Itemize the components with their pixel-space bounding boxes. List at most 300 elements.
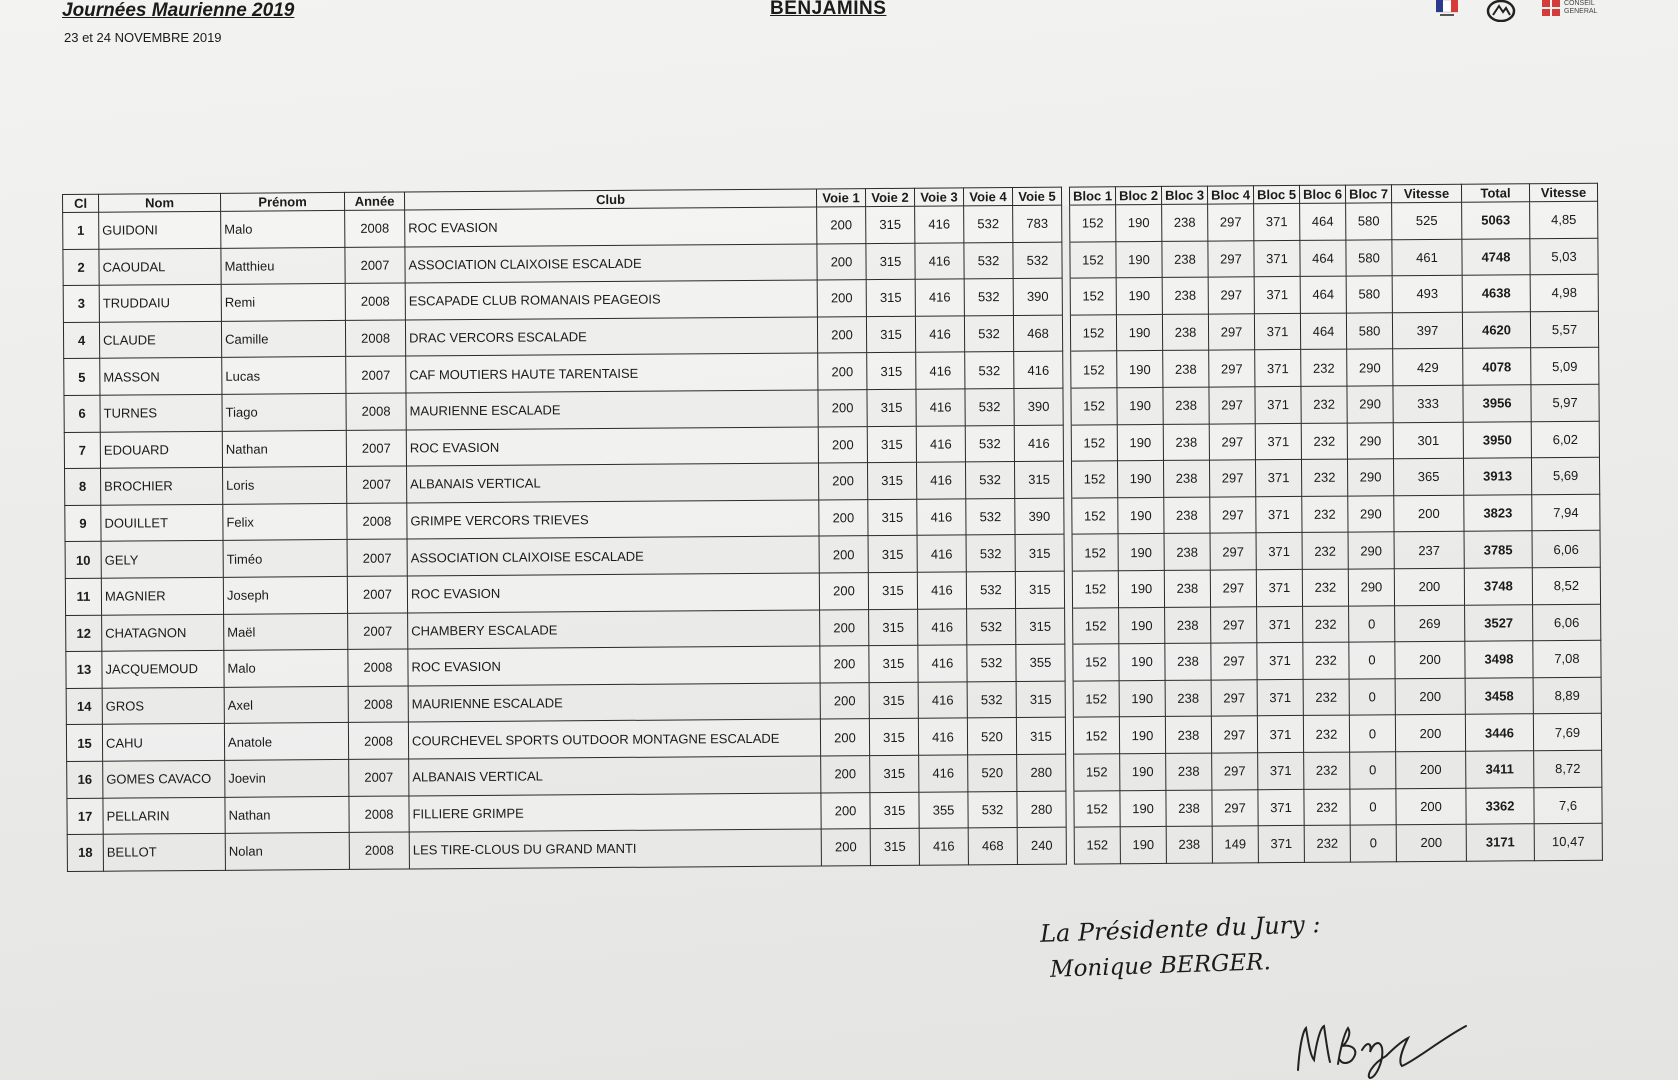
vitesse-time-cell: 7,69 — [1533, 714, 1601, 751]
voie-cell: 200 — [820, 609, 869, 646]
rank-cell: 16 — [67, 761, 103, 798]
annee-cell: 2007 — [348, 613, 408, 650]
nom-cell: GOMES CAVACO — [103, 760, 225, 797]
voie-cell: 520 — [967, 718, 1016, 755]
bloc-cell: 238 — [1166, 790, 1212, 827]
voie-cell: 532 — [965, 388, 1014, 425]
voie-cell: 315 — [867, 353, 916, 390]
total-cell: 3527 — [1465, 604, 1533, 641]
bloc-cell: 190 — [1120, 827, 1166, 864]
prenom-cell: Tiago — [222, 393, 346, 431]
bloc-cell: 238 — [1163, 424, 1209, 461]
bloc-cell: 371 — [1254, 203, 1300, 240]
voie-cell: 416 — [918, 718, 967, 755]
annee-cell: 2008 — [347, 503, 407, 540]
rank-cell: 14 — [66, 688, 102, 725]
voie-cell: 200 — [821, 829, 870, 866]
col-header: Bloc 6 — [1299, 185, 1345, 203]
col-header: Bloc 5 — [1253, 185, 1299, 203]
col-header: Bloc 1 — [1069, 187, 1115, 205]
rank-cell: 6 — [64, 395, 100, 432]
bloc-cell: 190 — [1117, 351, 1163, 388]
column-gap — [1065, 717, 1073, 754]
bloc-cell: 297 — [1210, 570, 1256, 607]
annee-cell: 2007 — [347, 576, 407, 613]
club-cell: FILLIERE GRIMPE — [409, 792, 821, 832]
prenom-cell: Felix — [223, 503, 347, 541]
voie-cell: 315 — [1015, 571, 1064, 608]
rank-cell: 2 — [63, 249, 99, 286]
voie-cell: 315 — [866, 206, 915, 243]
bloc-cell: 238 — [1165, 607, 1211, 644]
category-title: BENJAMINS — [770, 0, 887, 19]
nom-cell: CAHU — [102, 724, 224, 761]
bloc-cell: 190 — [1119, 717, 1165, 754]
club-cell: ROC EVASION — [406, 427, 818, 467]
voie-cell: 315 — [868, 572, 917, 609]
nom-cell: GUIDONI — [99, 211, 221, 248]
vitesse-points-cell: 200 — [1394, 495, 1464, 532]
vitesse-points-cell: 200 — [1396, 824, 1466, 861]
column-gap — [1065, 608, 1073, 645]
bloc-cell: 152 — [1071, 461, 1117, 498]
voie-cell: 200 — [819, 499, 868, 536]
voie-cell: 532 — [966, 535, 1015, 572]
bloc-cell: 371 — [1254, 277, 1300, 314]
bloc-cell: 238 — [1162, 314, 1208, 351]
voie-cell: 532 — [964, 315, 1013, 352]
voie-cell: 532 — [964, 206, 1013, 243]
bloc-cell: 0 — [1350, 825, 1396, 862]
vitesse-time-cell: 6,06 — [1532, 531, 1600, 568]
bloc-cell: 371 — [1254, 240, 1300, 277]
annee-cell: 2008 — [348, 649, 408, 686]
jury-name: Monique BERGER. — [1049, 949, 1272, 983]
bloc-cell: 238 — [1162, 277, 1208, 314]
total-cell: 3785 — [1464, 531, 1532, 568]
voie-cell: 532 — [967, 608, 1016, 645]
vitesse-time-cell: 6,06 — [1533, 604, 1601, 641]
voie-cell: 532 — [965, 462, 1014, 499]
nom-cell: CAOUDAL — [99, 248, 221, 285]
vitesse-points-cell: 200 — [1395, 678, 1465, 715]
savoie-cross-icon — [1542, 0, 1560, 16]
bloc-cell: 297 — [1208, 204, 1254, 241]
signature-mark — [1290, 1000, 1480, 1080]
total-cell: 3171 — [1466, 824, 1534, 861]
vitesse-points-cell: 237 — [1394, 532, 1464, 569]
bloc-cell: 238 — [1163, 460, 1209, 497]
voie-cell: 532 — [964, 279, 1013, 316]
bloc-cell: 152 — [1074, 754, 1120, 791]
voie-cell: 355 — [1016, 644, 1065, 681]
bloc-cell: 464 — [1300, 276, 1346, 313]
column-gap — [1063, 351, 1071, 388]
total-cell: 3362 — [1466, 787, 1534, 824]
voie-cell: 315 — [866, 243, 915, 280]
voie-cell: 416 — [916, 425, 965, 462]
bloc-cell: 297 — [1209, 423, 1255, 460]
vitesse-time-cell: 8,89 — [1533, 677, 1601, 714]
vitesse-points-cell: 461 — [1392, 239, 1462, 276]
bloc-cell: 152 — [1073, 680, 1119, 717]
vitesse-points-cell: 301 — [1393, 422, 1463, 459]
total-cell: 3498 — [1465, 641, 1533, 678]
bloc-cell: 152 — [1072, 571, 1118, 608]
prenom-cell: Malo — [221, 210, 345, 248]
nom-cell: BROCHIER — [101, 467, 223, 504]
bloc-cell: 580 — [1346, 313, 1392, 350]
rank-cell: 10 — [65, 542, 101, 579]
bloc-cell: 190 — [1117, 387, 1163, 424]
prenom-cell: Joseph — [223, 576, 347, 614]
total-cell: 3458 — [1465, 677, 1533, 714]
vitesse-time-cell: 7,08 — [1533, 640, 1601, 677]
bloc-cell: 190 — [1118, 534, 1164, 571]
bloc-cell: 464 — [1300, 203, 1346, 240]
voie-cell: 200 — [818, 426, 867, 463]
rank-cell: 15 — [66, 725, 102, 762]
bloc-cell: 152 — [1071, 351, 1117, 388]
col-header: Voie 5 — [1012, 187, 1061, 205]
voie-cell: 468 — [1013, 315, 1062, 352]
club-cell: CAF MOUTIERS HAUTE TARENTAISE — [406, 353, 818, 393]
bloc-cell: 371 — [1258, 752, 1304, 789]
bloc-cell: 238 — [1165, 680, 1211, 717]
bloc-cell: 190 — [1116, 204, 1162, 241]
bloc-cell: 190 — [1116, 314, 1162, 351]
annee-cell: 2008 — [345, 320, 405, 357]
col-header: Voie 2 — [865, 188, 914, 206]
bloc-cell: 580 — [1346, 203, 1392, 240]
prenom-cell: Axel — [224, 686, 348, 724]
bloc-cell: 238 — [1164, 570, 1210, 607]
voie-cell: 200 — [819, 573, 868, 610]
club-cell: MAURIENNE ESCALADE — [406, 390, 818, 430]
annee-cell: 2008 — [349, 832, 409, 869]
bloc-cell: 232 — [1303, 679, 1349, 716]
nom-cell: MAGNIER — [101, 577, 223, 614]
bloc-cell: 297 — [1209, 350, 1255, 387]
vitesse-time-cell: 5,09 — [1531, 348, 1599, 385]
bloc-cell: 0 — [1349, 715, 1395, 752]
column-gap — [1065, 644, 1073, 681]
column-gap — [1064, 571, 1072, 608]
bloc-cell: 152 — [1074, 790, 1120, 827]
bloc-cell: 580 — [1346, 276, 1392, 313]
rank-cell: 8 — [65, 468, 101, 505]
bloc-cell: 190 — [1119, 644, 1165, 681]
annee-cell: 2008 — [345, 210, 405, 247]
voie-cell: 416 — [915, 316, 964, 353]
bloc-cell: 290 — [1348, 569, 1394, 606]
voie-cell: 532 — [966, 498, 1015, 535]
voie-cell: 416 — [917, 499, 966, 536]
bloc-cell: 152 — [1074, 827, 1120, 864]
col-header: Nom — [99, 193, 221, 212]
voie-cell: 315 — [867, 426, 916, 463]
bloc-cell: 0 — [1349, 678, 1395, 715]
bloc-cell: 238 — [1164, 497, 1210, 534]
bloc-cell: 232 — [1304, 789, 1350, 826]
club-cell: ROC EVASION — [407, 573, 819, 613]
bloc-cell: 371 — [1255, 386, 1301, 423]
col-header: Bloc 3 — [1161, 186, 1207, 204]
bloc-cell: 232 — [1301, 459, 1347, 496]
rank-cell: 12 — [66, 615, 102, 652]
vitesse-time-cell: 8,52 — [1532, 567, 1600, 604]
nom-cell: JACQUEMOUD — [102, 650, 224, 687]
club-cell: ALBANAIS VERTICAL — [409, 756, 821, 796]
bloc-cell: 371 — [1256, 533, 1302, 570]
voie-cell: 315 — [1016, 717, 1065, 754]
bloc-cell: 464 — [1300, 240, 1346, 277]
voie-cell: 532 — [968, 791, 1017, 828]
voie-cell: 416 — [915, 242, 964, 279]
bloc-cell: 152 — [1071, 424, 1117, 461]
col-header: Club — [404, 189, 816, 210]
bloc-cell: 232 — [1303, 642, 1349, 679]
sponsor-logos — [1430, 0, 1610, 22]
annee-cell: 2007 — [347, 539, 407, 576]
voie-cell: 200 — [820, 646, 869, 683]
total-cell: 3950 — [1463, 421, 1531, 458]
jury-title: La Présidente du Jury : — [1039, 910, 1321, 948]
voie-cell: 200 — [817, 316, 866, 353]
prenom-cell: Camille — [221, 320, 345, 358]
club-cell: ASSOCIATION CLAIXOISE ESCALADE — [405, 244, 817, 284]
bloc-cell: 232 — [1304, 825, 1350, 862]
vitesse-time-cell: 4,85 — [1530, 201, 1598, 238]
annee-cell: 2007 — [349, 759, 409, 796]
bloc-cell: 238 — [1162, 241, 1208, 278]
prenom-cell: Timéo — [223, 540, 347, 578]
bloc-cell: 232 — [1302, 496, 1348, 533]
bloc-cell: 297 — [1210, 497, 1256, 534]
bloc-cell: 290 — [1347, 459, 1393, 496]
voie-cell: 416 — [916, 389, 965, 426]
bloc-cell: 371 — [1257, 606, 1303, 643]
bloc-cell: 152 — [1073, 607, 1119, 644]
vitesse-points-cell: 333 — [1393, 385, 1463, 422]
bloc-cell: 238 — [1166, 753, 1212, 790]
nom-cell: GELY — [101, 541, 223, 578]
bloc-cell: 152 — [1073, 717, 1119, 754]
vitesse-points-cell: 200 — [1394, 568, 1464, 605]
bloc-cell: 290 — [1347, 386, 1393, 423]
voie-cell: 416 — [917, 535, 966, 572]
bloc-cell: 152 — [1072, 534, 1118, 571]
prenom-cell: Loris — [223, 467, 347, 505]
bloc-cell: 371 — [1256, 569, 1302, 606]
bloc-cell: 297 — [1208, 240, 1254, 277]
voie-cell: 416 — [916, 352, 965, 389]
annee-cell: 2008 — [349, 795, 409, 832]
nom-cell: TRUDDAIU — [99, 285, 221, 322]
voie-cell: 200 — [819, 536, 868, 573]
bloc-cell: 0 — [1350, 752, 1396, 789]
vitesse-time-cell: 5,03 — [1530, 238, 1598, 275]
bloc-cell: 580 — [1346, 239, 1392, 276]
rank-cell: 18 — [67, 834, 103, 871]
col-header: Vitesse — [1391, 184, 1461, 203]
voie-cell: 390 — [1015, 498, 1064, 535]
bloc-cell: 238 — [1162, 204, 1208, 241]
nom-cell: PELLARIN — [103, 797, 225, 834]
bloc-cell: 464 — [1300, 313, 1346, 350]
bloc-cell: 371 — [1258, 789, 1304, 826]
bloc-cell: 232 — [1302, 532, 1348, 569]
club-cell: ROC EVASION — [405, 207, 817, 247]
bloc-cell: 190 — [1119, 607, 1165, 644]
bloc-cell: 0 — [1349, 642, 1395, 679]
bloc-cell: 297 — [1208, 314, 1254, 351]
club-cell: DRAC VERCORS ESCALADE — [405, 317, 817, 357]
club-cell: GRIMPE VERCORS TRIEVES — [407, 500, 819, 540]
vitesse-points-cell: 200 — [1396, 751, 1466, 788]
vitesse-points-cell: 200 — [1396, 788, 1466, 825]
prenom-cell: Lucas — [222, 357, 346, 395]
rank-cell: 13 — [66, 651, 102, 688]
bloc-cell: 297 — [1208, 277, 1254, 314]
voie-cell: 315 — [868, 536, 917, 573]
voie-cell: 416 — [1014, 352, 1063, 389]
bloc-cell: 190 — [1117, 424, 1163, 461]
voie-cell: 200 — [820, 682, 869, 719]
column-gap — [1063, 388, 1071, 425]
bloc-cell: 152 — [1070, 205, 1116, 242]
voie-cell: 416 — [917, 572, 966, 609]
voie-cell: 532 — [967, 645, 1016, 682]
voie-cell: 532 — [964, 242, 1013, 279]
voie-cell: 200 — [820, 719, 869, 756]
voie-cell: 280 — [1017, 791, 1066, 828]
vitesse-points-cell: 200 — [1395, 641, 1465, 678]
vitesse-time-cell: 7,6 — [1534, 787, 1602, 824]
bloc-cell: 371 — [1254, 313, 1300, 350]
bloc-cell: 290 — [1347, 349, 1393, 386]
total-cell: 3823 — [1464, 494, 1532, 531]
club-cell: LES TIRE-CLOUS DU GRAND MANTI — [409, 829, 821, 869]
rank-cell: 4 — [63, 322, 99, 359]
nom-cell: CHATAGNON — [102, 614, 224, 651]
voie-cell: 416 — [918, 608, 967, 645]
vitesse-time-cell: 5,97 — [1531, 384, 1599, 421]
col-header: Bloc 7 — [1345, 185, 1391, 203]
rank-cell: 11 — [65, 578, 101, 615]
voie-cell: 416 — [918, 645, 967, 682]
rank-cell: 5 — [64, 359, 100, 396]
voie-cell: 315 — [870, 828, 919, 865]
bloc-cell: 190 — [1118, 570, 1164, 607]
total-cell: 4748 — [1462, 238, 1530, 275]
vitesse-points-cell: 200 — [1395, 715, 1465, 752]
voie-cell: 416 — [916, 462, 965, 499]
rank-cell: 9 — [65, 505, 101, 542]
voie-cell: 315 — [869, 609, 918, 646]
voie-cell: 315 — [867, 462, 916, 499]
bloc-cell: 232 — [1301, 386, 1347, 423]
rank-cell: 17 — [67, 798, 103, 835]
voie-cell: 200 — [818, 390, 867, 427]
vitesse-time-cell: 6,02 — [1531, 421, 1599, 458]
bloc-cell: 371 — [1255, 423, 1301, 460]
column-gap — [1061, 187, 1069, 205]
prenom-cell: Joevin — [225, 759, 349, 797]
bloc-cell: 238 — [1165, 716, 1211, 753]
total-cell: 3913 — [1463, 458, 1531, 495]
bloc-cell: 152 — [1072, 498, 1118, 535]
event-title: Journées Maurienne 2019 — [62, 0, 295, 21]
voie-cell: 468 — [968, 828, 1017, 865]
bloc-cell: 371 — [1255, 460, 1301, 497]
voie-cell: 532 — [967, 681, 1016, 718]
voie-cell: 200 — [817, 280, 866, 317]
column-gap — [1066, 827, 1074, 864]
bloc-cell: 371 — [1257, 643, 1303, 680]
voie-cell: 315 — [868, 499, 917, 536]
results-body — [63, 201, 1603, 871]
voie-cell: 315 — [1014, 461, 1063, 498]
conseil-general-logo — [1542, 0, 1612, 18]
voie-cell: 532 — [1013, 242, 1062, 279]
voie-cell: 390 — [1013, 278, 1062, 315]
total-cell: 3956 — [1463, 385, 1531, 422]
column-gap — [1062, 205, 1070, 242]
total-cell: 3748 — [1464, 568, 1532, 605]
prenom-cell: Anatole — [224, 723, 348, 761]
event-dates: 23 et 24 NOVEMBRE 2019 — [64, 30, 222, 45]
bloc-cell: 238 — [1163, 387, 1209, 424]
bloc-cell: 290 — [1347, 422, 1393, 459]
bloc-cell: 297 — [1210, 533, 1256, 570]
bloc-cell: 0 — [1349, 605, 1395, 642]
annee-cell: 2007 — [347, 466, 407, 503]
rank-cell: 1 — [63, 212, 99, 249]
voie-cell: 416 — [915, 279, 964, 316]
column-gap — [1063, 425, 1071, 462]
total-cell: 3411 — [1466, 751, 1534, 788]
col-header: Prénom — [220, 192, 344, 211]
ffme-logo — [1486, 0, 1516, 22]
club-cell: CHAMBERY ESCALADE — [408, 609, 820, 649]
voie-cell: 355 — [919, 791, 968, 828]
voie-cell: 200 — [821, 792, 870, 829]
voie-cell: 416 — [915, 206, 964, 243]
annee-cell: 2008 — [346, 393, 406, 430]
voie-cell: 315 — [867, 389, 916, 426]
bloc-cell: 371 — [1255, 350, 1301, 387]
bloc-cell: 238 — [1163, 350, 1209, 387]
annee-cell: 2008 — [345, 283, 405, 320]
prenom-cell: Nathan — [222, 430, 346, 468]
vitesse-points-cell: 269 — [1395, 605, 1465, 642]
column-gap — [1064, 498, 1072, 535]
prenom-cell: Nolan — [225, 833, 349, 871]
col-header: Année — [344, 192, 404, 210]
bloc-cell: 190 — [1118, 497, 1164, 534]
bloc-cell: 297 — [1211, 643, 1257, 680]
voie-cell: 240 — [1017, 827, 1066, 864]
bloc-cell: 152 — [1070, 278, 1116, 315]
french-flag-logo — [1436, 0, 1458, 18]
vitesse-time-cell: 5,57 — [1530, 311, 1598, 348]
vitesse-points-cell: 365 — [1393, 458, 1463, 495]
column-gap — [1062, 278, 1070, 315]
voie-cell: 200 — [821, 756, 870, 793]
cg-text-line2: GENERAL — [1564, 8, 1598, 15]
nom-cell: DOUILLET — [101, 504, 223, 541]
